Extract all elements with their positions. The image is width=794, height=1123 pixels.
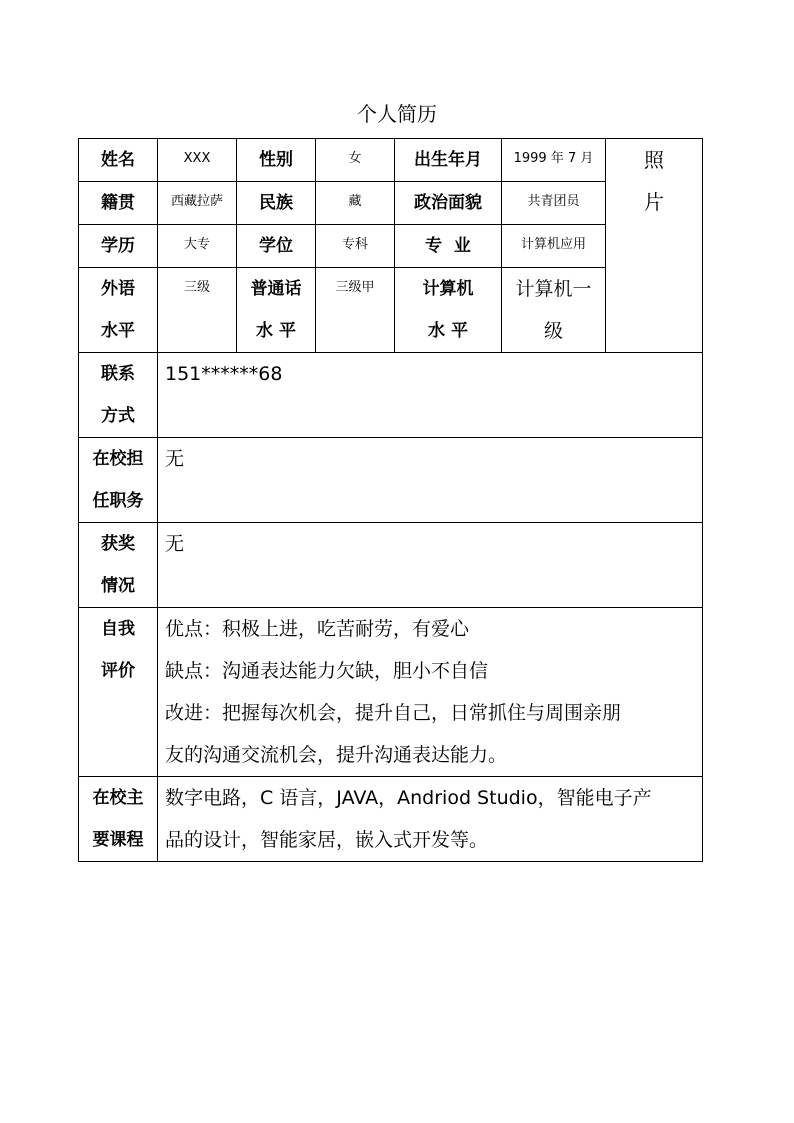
courses-label-line-1: 在校主 bbox=[92, 788, 144, 808]
self-eval-line: 优点：积极上进，吃苦耐劳，有爱心 bbox=[165, 618, 470, 640]
birth-value: 1999 年 7 月 bbox=[502, 139, 606, 182]
row-name bbox=[79, 139, 703, 182]
self-eval-line: 改进：把握每次机会，提升自己，日常抓住与周围亲朋 bbox=[165, 702, 622, 724]
awards-label-line-2: 情况 bbox=[101, 576, 135, 596]
awards-label-line-1: 获奖 bbox=[101, 534, 135, 554]
computer-value-line-1: 计算机一 bbox=[515, 278, 592, 300]
courses-value bbox=[158, 777, 703, 862]
gender-label: 性别 bbox=[237, 139, 316, 182]
major-label: 专 业 bbox=[395, 225, 502, 268]
contact-value: 151******68 bbox=[158, 353, 703, 438]
birth-label: 出生年月 bbox=[395, 139, 502, 182]
contact-label-line-2: 方式 bbox=[101, 406, 135, 426]
mandarin-value: 三级甲 bbox=[316, 268, 395, 353]
photo-box bbox=[606, 139, 703, 353]
courses-label bbox=[79, 777, 158, 862]
awards-value: 无 bbox=[158, 523, 703, 608]
positions-label-line-1: 在校担 bbox=[92, 449, 144, 469]
native-label: 籍贯 bbox=[79, 182, 158, 225]
self-eval-label bbox=[79, 608, 158, 777]
row-contact bbox=[79, 353, 703, 438]
self-eval-label-line-1: 自我 bbox=[101, 619, 135, 639]
native-value: 西藏拉萨 bbox=[158, 182, 237, 225]
resume-table bbox=[78, 138, 703, 862]
self-eval-line: 缺点：沟通表达能力欠缺，胆小不自信 bbox=[165, 660, 489, 682]
photo-label-2: 片 bbox=[644, 190, 664, 214]
mandarin-label-line-2: 水 平 bbox=[256, 321, 296, 341]
self-eval-value bbox=[158, 608, 703, 777]
page-title: 个人简历 bbox=[357, 102, 437, 126]
courses-line: 数字电路，C 语言，JAVA，Andriod Studio，智能电子产 bbox=[165, 787, 652, 809]
row-courses bbox=[79, 777, 703, 862]
positions-label bbox=[79, 438, 158, 523]
computer-label-line-2: 水 平 bbox=[428, 321, 468, 341]
ethnicity-label: 民族 bbox=[237, 182, 316, 225]
degree-label: 学位 bbox=[237, 225, 316, 268]
political-value: 共青团员 bbox=[502, 182, 606, 225]
awards-label bbox=[79, 523, 158, 608]
major-value: 计算机应用 bbox=[502, 225, 606, 268]
contact-label bbox=[79, 353, 158, 438]
courses-label-line-2: 要课程 bbox=[92, 830, 144, 850]
row-awards bbox=[79, 523, 703, 608]
education-label: 学历 bbox=[79, 225, 158, 268]
foreign-label bbox=[79, 268, 158, 353]
self-eval-line: 友的沟通交流机会，提升沟通表达能力。 bbox=[165, 744, 508, 766]
degree-value: 专科 bbox=[316, 225, 395, 268]
computer-value-line-2: 级 bbox=[543, 320, 563, 342]
computer-label bbox=[395, 268, 502, 353]
computer-label-line-1: 计算机 bbox=[422, 279, 474, 299]
self-eval-label-line-2: 评价 bbox=[101, 661, 135, 681]
positions-value: 无 bbox=[158, 438, 703, 523]
photo-label-1: 照 bbox=[644, 148, 664, 172]
education-value: 大专 bbox=[158, 225, 237, 268]
mandarin-label-line-1: 普通话 bbox=[250, 279, 302, 299]
foreign-label-line-1: 外语 bbox=[101, 279, 135, 299]
foreign-label-line-2: 水平 bbox=[101, 321, 135, 341]
mandarin-label bbox=[237, 268, 316, 353]
courses-line: 品的设计，智能家居，嵌入式开发等。 bbox=[165, 829, 489, 851]
gender-value: 女 bbox=[316, 139, 395, 182]
row-positions bbox=[79, 438, 703, 523]
name-label: 姓名 bbox=[79, 139, 158, 182]
name-value: XXX bbox=[158, 139, 237, 182]
computer-value bbox=[502, 268, 606, 353]
political-label: 政治面貌 bbox=[395, 182, 502, 225]
positions-label-line-2: 任职务 bbox=[92, 491, 144, 511]
contact-label-line-1: 联系 bbox=[101, 364, 135, 384]
row-self-eval bbox=[79, 608, 703, 777]
foreign-value: 三级 bbox=[158, 268, 237, 353]
ethnicity-value: 藏 bbox=[316, 182, 395, 225]
